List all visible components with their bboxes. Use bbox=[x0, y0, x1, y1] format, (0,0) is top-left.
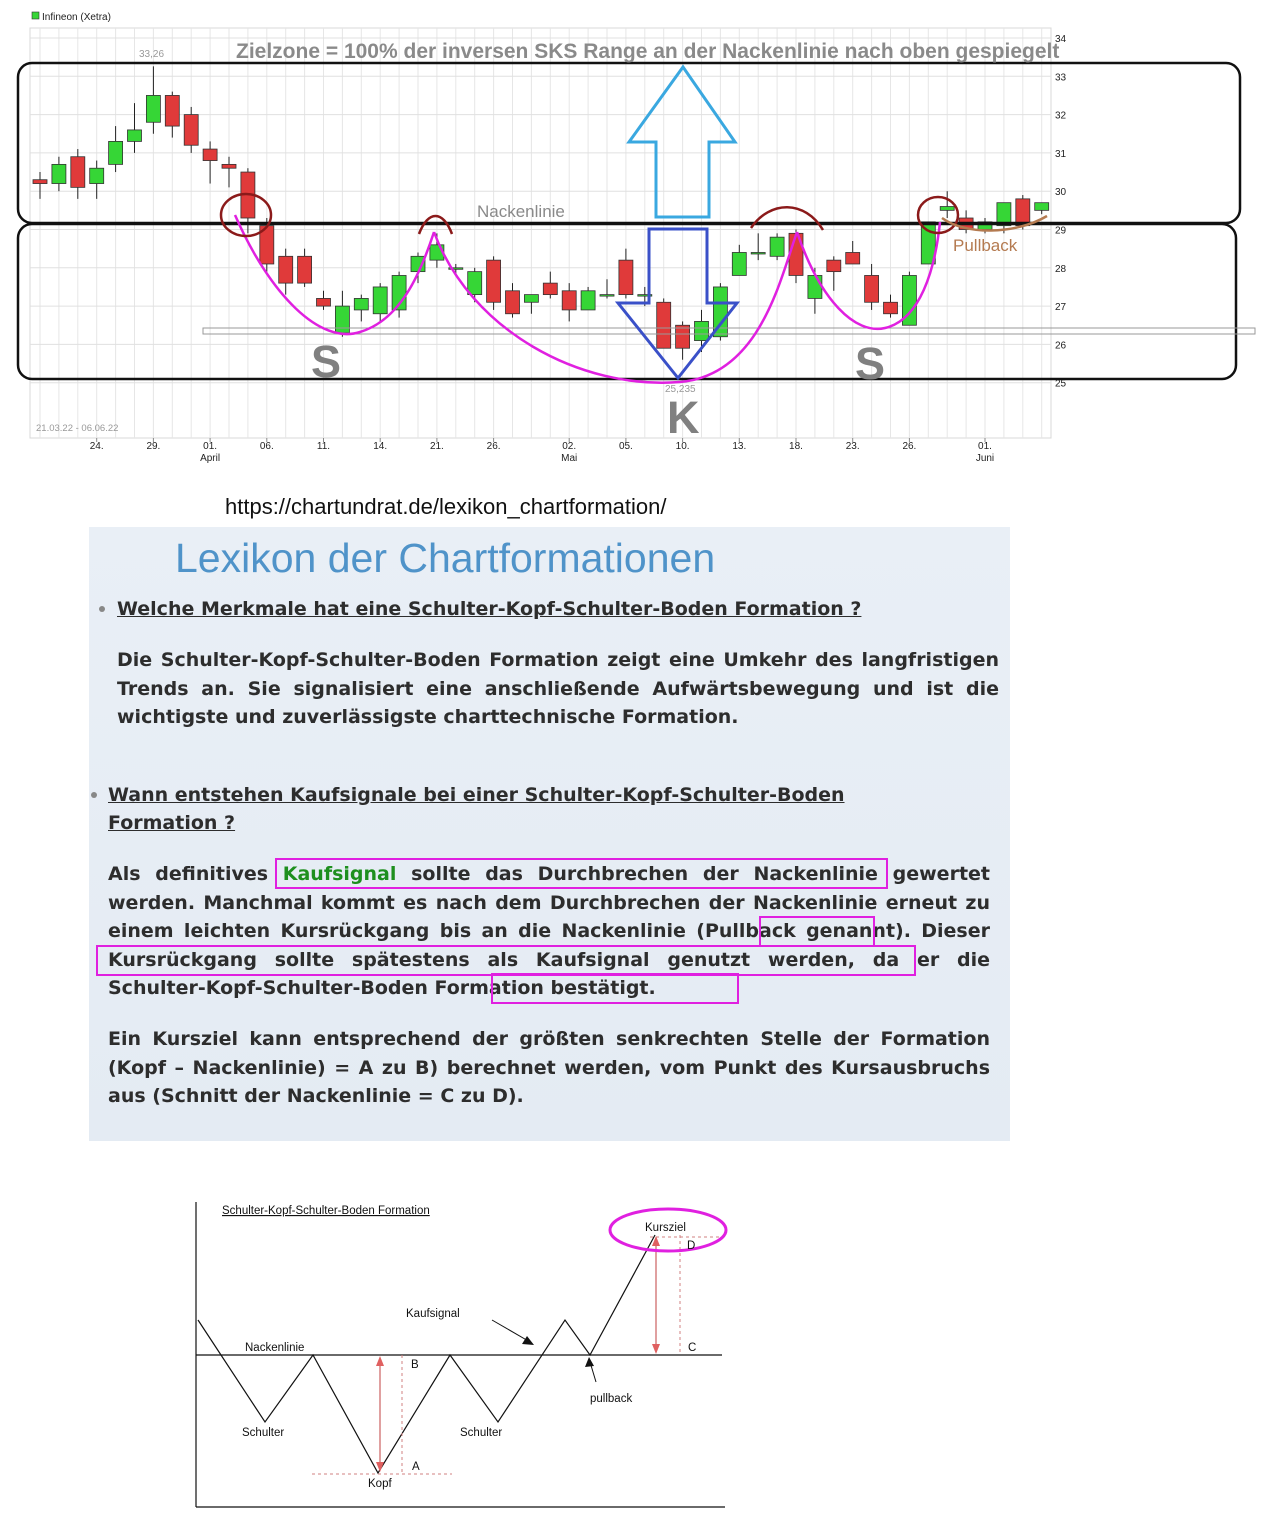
candle-body bbox=[128, 130, 142, 141]
legend-swatch bbox=[32, 12, 39, 19]
x-tick-label: 01. bbox=[978, 441, 992, 452]
candle-body bbox=[940, 207, 954, 211]
x-tick-label: 06. bbox=[259, 441, 274, 452]
y-tick-label: 29 bbox=[1055, 225, 1067, 237]
candle-body bbox=[146, 95, 160, 122]
candle-body bbox=[298, 256, 312, 283]
date-range-label: 21.03.22 - 06.06.22 bbox=[36, 423, 119, 434]
x-tick-label: 10. bbox=[675, 441, 690, 452]
diagram-title: Schulter-Kopf-Schulter-Boden Formation bbox=[222, 1205, 430, 1217]
candle-body bbox=[657, 302, 671, 348]
pullback-diagram-label: pullback bbox=[590, 1393, 633, 1405]
paragraph-1: Die Schulter-Kopf-Schulter-Boden Formation zeigt eine Umkehr des langfristigen Trends an. Sie signalisiert eine anschließende Aufwärtsbewegung und ist die wichtigste und zuverlässigste charttechnische Formation. bbox=[117, 649, 999, 728]
pullback-label: Pullback bbox=[953, 236, 1018, 255]
candle-body bbox=[373, 287, 387, 314]
candle-body bbox=[562, 291, 576, 310]
shoulder-right-label: S bbox=[855, 338, 886, 389]
candle-body bbox=[1016, 199, 1030, 226]
question-2: Wann entstehen Kaufsignale bei einer Schulter-Kopf-Schulter-Boden Formation ? bbox=[108, 784, 845, 834]
candle-body bbox=[203, 149, 217, 160]
x-tick-label: 26. bbox=[486, 441, 501, 452]
schulter-right-label: Schulter bbox=[460, 1427, 503, 1439]
candle-body bbox=[600, 295, 614, 297]
pullback-pointer-head bbox=[585, 1357, 594, 1367]
neckline-label: Nackenlinie bbox=[477, 202, 565, 221]
x-tick-label: 11. bbox=[316, 441, 331, 452]
low-value-label: 25,235 bbox=[665, 384, 696, 395]
candle-body bbox=[354, 298, 368, 309]
candle-body bbox=[90, 168, 104, 183]
y-tick-label: 27 bbox=[1055, 302, 1067, 314]
candle-body bbox=[279, 256, 293, 283]
y-tick-label: 31 bbox=[1055, 148, 1067, 160]
x-tick-label: 24. bbox=[89, 441, 104, 452]
y-tick-label: 25 bbox=[1055, 378, 1067, 390]
candle-body bbox=[165, 95, 179, 126]
candle-body bbox=[52, 164, 66, 183]
candle-body bbox=[487, 260, 501, 302]
candle-body bbox=[865, 275, 879, 302]
candle-body bbox=[71, 157, 85, 188]
candle-body bbox=[808, 275, 822, 298]
candle-body bbox=[317, 298, 331, 306]
candle-body bbox=[846, 252, 860, 263]
nackenlinie-label: Nackenlinie bbox=[245, 1342, 305, 1354]
x-tick-label: 26. bbox=[902, 441, 917, 452]
candle-body bbox=[770, 237, 784, 256]
kaufsignal-pointer-head bbox=[522, 1336, 534, 1345]
x-tick-label: 14. bbox=[373, 441, 388, 452]
legend-label: Infineon (Xetra) bbox=[42, 12, 111, 23]
x-tick-label: 23. bbox=[845, 441, 860, 452]
bullet-dot bbox=[99, 606, 105, 612]
x-tick-label: 02. bbox=[562, 441, 577, 452]
candle bbox=[770, 233, 784, 260]
sks-diagram bbox=[0, 1190, 1276, 1520]
candle-body bbox=[109, 141, 123, 164]
candle-body bbox=[676, 325, 690, 348]
shoulder-left-label: S bbox=[311, 336, 342, 387]
candle-body bbox=[543, 283, 557, 294]
paragraph-3: Ein Kursziel kann entsprechend der größten senkrechten Stelle der Formation (Kopf – Nackenlinie) = A zu B) berechnet werden, vom Punkt des Kursausbruchs aus (Schnitt der Nackenlinie = C zu D). bbox=[108, 1028, 990, 1107]
y-tick-label: 26 bbox=[1055, 340, 1067, 352]
schulter-left-label: Schulter bbox=[242, 1427, 285, 1439]
candle-body bbox=[1035, 203, 1049, 211]
kaufsignal-label: Kaufsignal bbox=[406, 1308, 460, 1320]
label-b: B bbox=[411, 1359, 419, 1371]
candle-body bbox=[827, 260, 841, 271]
label-c: C bbox=[688, 1342, 697, 1354]
x-month-label: Juni bbox=[975, 453, 995, 464]
lexikon-title: Lexikon der Chartformationen bbox=[175, 535, 716, 581]
question-1: Welche Merkmale hat eine Schulter-Kopf-Schulter-Boden Formation ? bbox=[117, 598, 862, 620]
candle-body bbox=[506, 291, 520, 314]
range-arrow-cd-head-down bbox=[652, 1344, 660, 1354]
candlestick-chart bbox=[0, 0, 1276, 475]
candle-body bbox=[184, 115, 198, 146]
label-a: A bbox=[412, 1461, 420, 1473]
candle bbox=[487, 256, 501, 310]
candle-body bbox=[732, 252, 746, 275]
paragraph-2-rest: sollte das Durchbrechen der Nackenlinie gewertet werden. Manchmal kommt es nach dem Durchbrechen der Nackenlinie erneut zu einem leichten Kursrückgang bis an die Nackenlinie (Pullback genannt). Dieser Kursrückgang sollte spätestens als Kaufsignal genutzt werden, da er die Schulter-Kopf-Schulter-Boden Formation bestätigt. bbox=[108, 863, 990, 999]
x-tick-label: 13. bbox=[732, 441, 747, 452]
highlight-box-pullback bbox=[759, 916, 875, 947]
candle-body bbox=[222, 164, 236, 168]
highlight-box-kaufsignal bbox=[275, 858, 888, 889]
source-url[interactable]: https://chartundrat.de/lexikon_chartformation/ bbox=[225, 494, 667, 519]
y-tick-label: 30 bbox=[1055, 187, 1067, 199]
paragraph-2-start: Als definitives bbox=[108, 863, 283, 885]
x-tick-label: 05. bbox=[618, 441, 633, 452]
head-label: K bbox=[667, 392, 700, 443]
candle-body bbox=[524, 295, 538, 303]
y-tick-label: 28 bbox=[1055, 263, 1067, 275]
lexikon-panel bbox=[89, 527, 1010, 1141]
candle bbox=[657, 298, 671, 348]
highlight-box-formation bbox=[491, 973, 739, 1004]
kaufsignal-highlight: Kaufsignal bbox=[282, 863, 397, 885]
x-tick-label: 18. bbox=[789, 441, 803, 452]
candle-body bbox=[751, 252, 765, 254]
high-value-label: 33,26 bbox=[139, 49, 165, 60]
y-tick-label: 32 bbox=[1055, 110, 1067, 122]
range-arrow-ab-head-up bbox=[376, 1356, 384, 1366]
candle-body bbox=[335, 306, 349, 333]
x-axis-ticks bbox=[90, 438, 994, 464]
candle bbox=[581, 287, 595, 310]
candle-body bbox=[695, 321, 709, 340]
x-month-label: Mai bbox=[561, 453, 578, 464]
bullet-dot bbox=[91, 792, 97, 798]
label-d: D bbox=[687, 1240, 696, 1252]
y-tick-label: 34 bbox=[1055, 34, 1067, 45]
kaufsignal-pointer bbox=[492, 1320, 530, 1342]
y-tick-label: 33 bbox=[1055, 72, 1067, 84]
candle-body bbox=[33, 180, 47, 184]
x-month-label: April bbox=[200, 453, 221, 464]
x-tick-label: 29. bbox=[146, 441, 161, 452]
candle-body bbox=[884, 302, 898, 313]
candle-body bbox=[619, 260, 633, 294]
kopf-label: Kopf bbox=[368, 1478, 392, 1490]
candle-body bbox=[468, 272, 482, 295]
x-tick-label: 01. bbox=[203, 441, 218, 452]
plot-background bbox=[30, 28, 1051, 438]
target-zone-title: Zielzone = 100% der inversen SKS Range an der Nackenlinie nach oben gespiegelt bbox=[236, 40, 1060, 63]
candle-body bbox=[581, 291, 595, 310]
x-tick-label: 21. bbox=[429, 441, 444, 452]
highlight-box-kursrueckgang bbox=[96, 945, 916, 976]
kursziel-label: Kursziel bbox=[645, 1222, 686, 1234]
y-axis-ticks bbox=[1055, 34, 1067, 390]
